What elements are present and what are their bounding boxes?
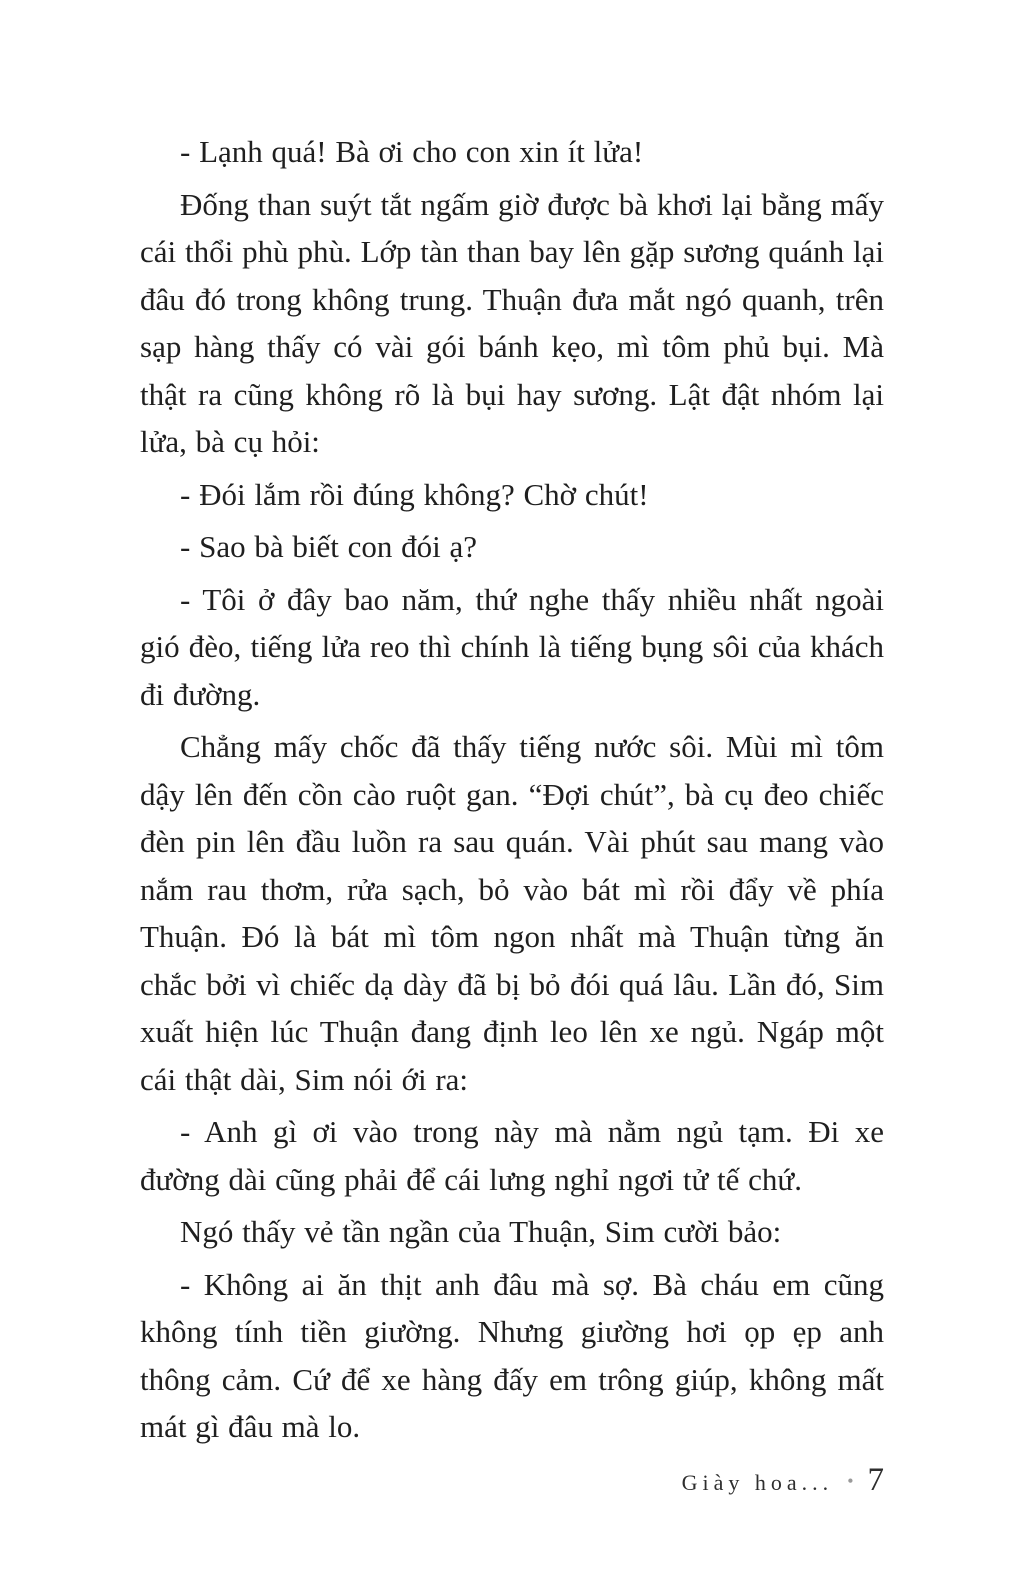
paragraph: Đống than suýt tắt ngấm giờ được bà khơi lại bằng mấy cái thổi phù phù. Lớp tàn than bay lên gặp sương quánh lại đâu đó trong không trung. Thuận đưa mắt ngó quanh, trên sạp hàng thấy có vài gói bánh kẹo, mì tôm phủ bụi. Mà thật ra cũng không rõ là bụi hay sương. Lật đật nhóm lại lửa, bà cụ hỏi: xyxy=(140,186,884,459)
paragraph: Ngó thấy vẻ tần ngần của Thuận, Sim cười bảo: xyxy=(180,1214,782,1249)
text-block xyxy=(140,128,884,1456)
paragraph: - Anh gì ơi vào trong này mà nằm ngủ tạm. Đi xe đường dài cũng phải để cái lưng nghỉ ngơi tử tế chứ. xyxy=(140,1114,884,1197)
paragraph: - Đói lắm rồi đúng không? Chờ chút! xyxy=(180,476,649,512)
page-number: 7 xyxy=(867,1462,884,1498)
separator-dot-icon: • xyxy=(847,1471,854,1491)
paragraph: Chẳng mấy chốc đã thấy tiếng nước sôi. Mùi mì tôm dậy lên đến cồn cào ruột gan. “Đợi chút”, bà cụ đeo chiếc đèn pin lên đầu luồn ra sau quán. Vài phút sau mang vào nắm rau thơm, rửa sạch, bỏ vào bát mì rồi đẩy về phía Thuận. Đó là bát mì tôm ngon nhất mà Thuận từng ăn chắc bởi vì chiếc dạ dày đã bị bỏ đói quá lâu. Lần đó, Sim xuất hiện lúc Thuận đang định leo lên xe ngủ. Ngáp một cái thật dài, Sim nói ới ra: xyxy=(140,729,884,1097)
page-footer xyxy=(682,1462,884,1499)
paragraph: - Không ai ăn thịt anh đâu mà sợ. Bà cháu em cũng không tính tiền giường. Nhưng giường hơi ọp ẹp anh thông cảm. Cứ để xe hàng đấy em trông giúp, không mất mát gì đâu mà lo. xyxy=(140,1266,884,1444)
paragraph: - Tôi ở đây bao năm, thứ nghe thấy nhiều nhất ngoài gió đèo, tiếng lửa reo thì chính là tiếng bụng sôi của khách đi đường. xyxy=(140,581,884,712)
paragraph: - Sao bà biết con đói ạ? xyxy=(180,529,477,564)
paragraph: - Lạnh quá! Bà ơi cho con xin ít lửa! xyxy=(180,134,644,169)
running-title: Giày hoa... xyxy=(681,1470,834,1495)
